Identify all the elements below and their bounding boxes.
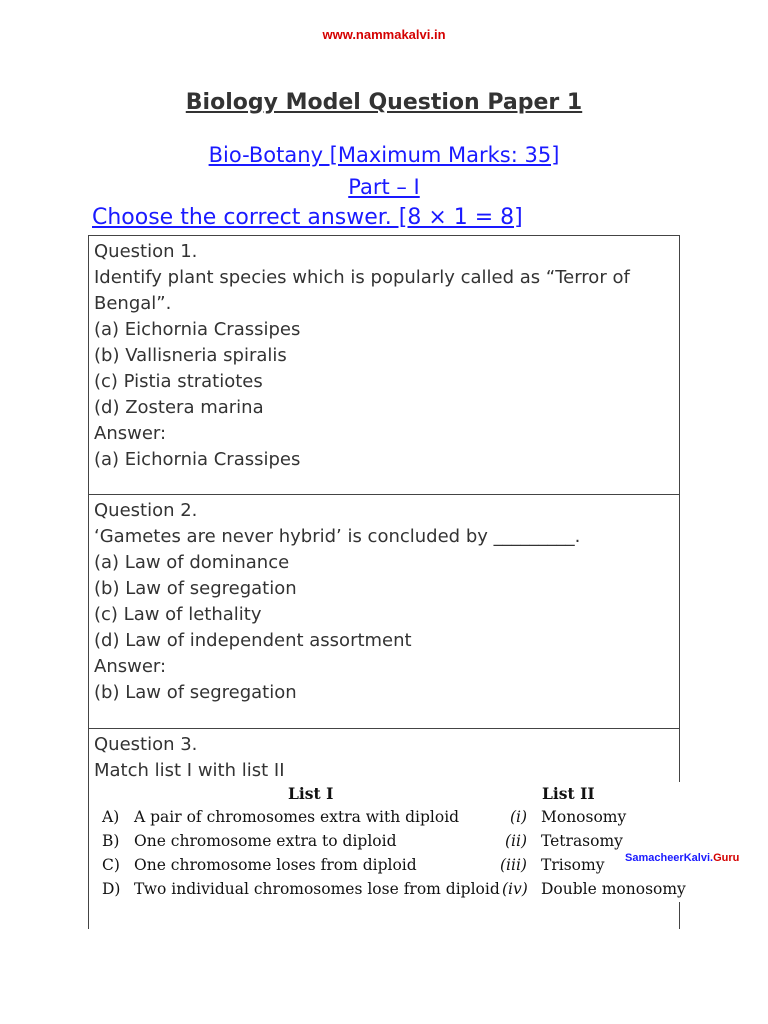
option-b: (b) Law of segregation	[94, 578, 297, 599]
question-text: ‘Gametes are never hybrid’ is concluded by _________.	[94, 526, 581, 547]
row-match: Monosomy	[541, 808, 627, 826]
part-heading	[0, 175, 768, 199]
match-table-header	[92, 782, 692, 806]
match-row	[92, 806, 692, 830]
row-match: Trisomy	[541, 856, 605, 874]
row-key: A)	[102, 808, 120, 826]
answer-label: Answer:	[94, 656, 167, 677]
answer-text: (a) Eichornia Crassipes	[94, 449, 301, 470]
list-2-header: List II	[542, 784, 595, 803]
question-text: Bengal”.	[94, 293, 172, 314]
question-number: Question 3.	[94, 734, 198, 755]
question-text: Identify plant species which is popularly called as “Terror of	[94, 267, 630, 288]
option-c: (c) Pistia stratiotes	[94, 371, 263, 392]
row-item: One chromosome extra to diploid	[134, 832, 397, 850]
watermark-text-suffix: Guru	[713, 852, 740, 864]
match-row	[92, 878, 692, 902]
row-key: B)	[102, 832, 120, 850]
list-1-header: List I	[288, 784, 334, 803]
instruction-heading	[92, 205, 523, 230]
row-item: A pair of chromosomes extra with diploid	[134, 808, 460, 826]
row-num: (i)	[510, 808, 528, 826]
row-num: (ii)	[505, 832, 528, 850]
match-row	[92, 854, 692, 878]
watermark-text: SamacheerKalvi.	[625, 852, 714, 864]
option-d: (d) Zostera marina	[94, 397, 264, 418]
option-b: (b) Vallisneria spiralis	[94, 345, 287, 366]
row-key: D)	[102, 880, 121, 898]
samacheerkalvi-watermark	[625, 852, 739, 864]
option-a: (a) Eichornia Crassipes	[94, 319, 301, 340]
answer-label: Answer:	[94, 423, 167, 444]
part-heading-text[interactable]: Part – I	[348, 175, 420, 199]
row-num: (iv)	[502, 880, 528, 898]
option-a: (a) Law of dominance	[94, 552, 290, 573]
subject-heading-text[interactable]: Bio-Botany [Maximum Marks: 35]	[208, 143, 560, 167]
match-table	[92, 782, 692, 902]
paper-title: Biology Model Question Paper 1	[185, 90, 583, 115]
row-match: Tetrasomy	[541, 832, 623, 850]
instruction-heading-text[interactable]: Choose the correct answer. [8 × 1 = 8]	[92, 205, 523, 230]
question-number: Question 1.	[94, 241, 198, 262]
question-card-2	[88, 494, 680, 729]
answer-text: (b) Law of segregation	[94, 682, 297, 703]
row-match: Double monosomy	[541, 880, 686, 898]
question-text: Match list I with list II	[94, 760, 285, 781]
match-row	[92, 830, 692, 854]
question-number: Question 2.	[94, 500, 198, 521]
row-item: One chromosome loses from diploid	[134, 856, 417, 874]
row-num: (iii)	[500, 856, 527, 874]
question-card-1	[88, 235, 680, 495]
option-d: (d) Law of independent assortment	[94, 630, 412, 651]
subject-heading	[0, 143, 768, 167]
row-item: Two individual chromosomes lose from diploid	[134, 880, 500, 898]
site-url-link[interactable]: www.nammakalvi.in	[322, 27, 446, 42]
option-c: (c) Law of lethality	[94, 604, 262, 625]
row-key: C)	[102, 856, 120, 874]
